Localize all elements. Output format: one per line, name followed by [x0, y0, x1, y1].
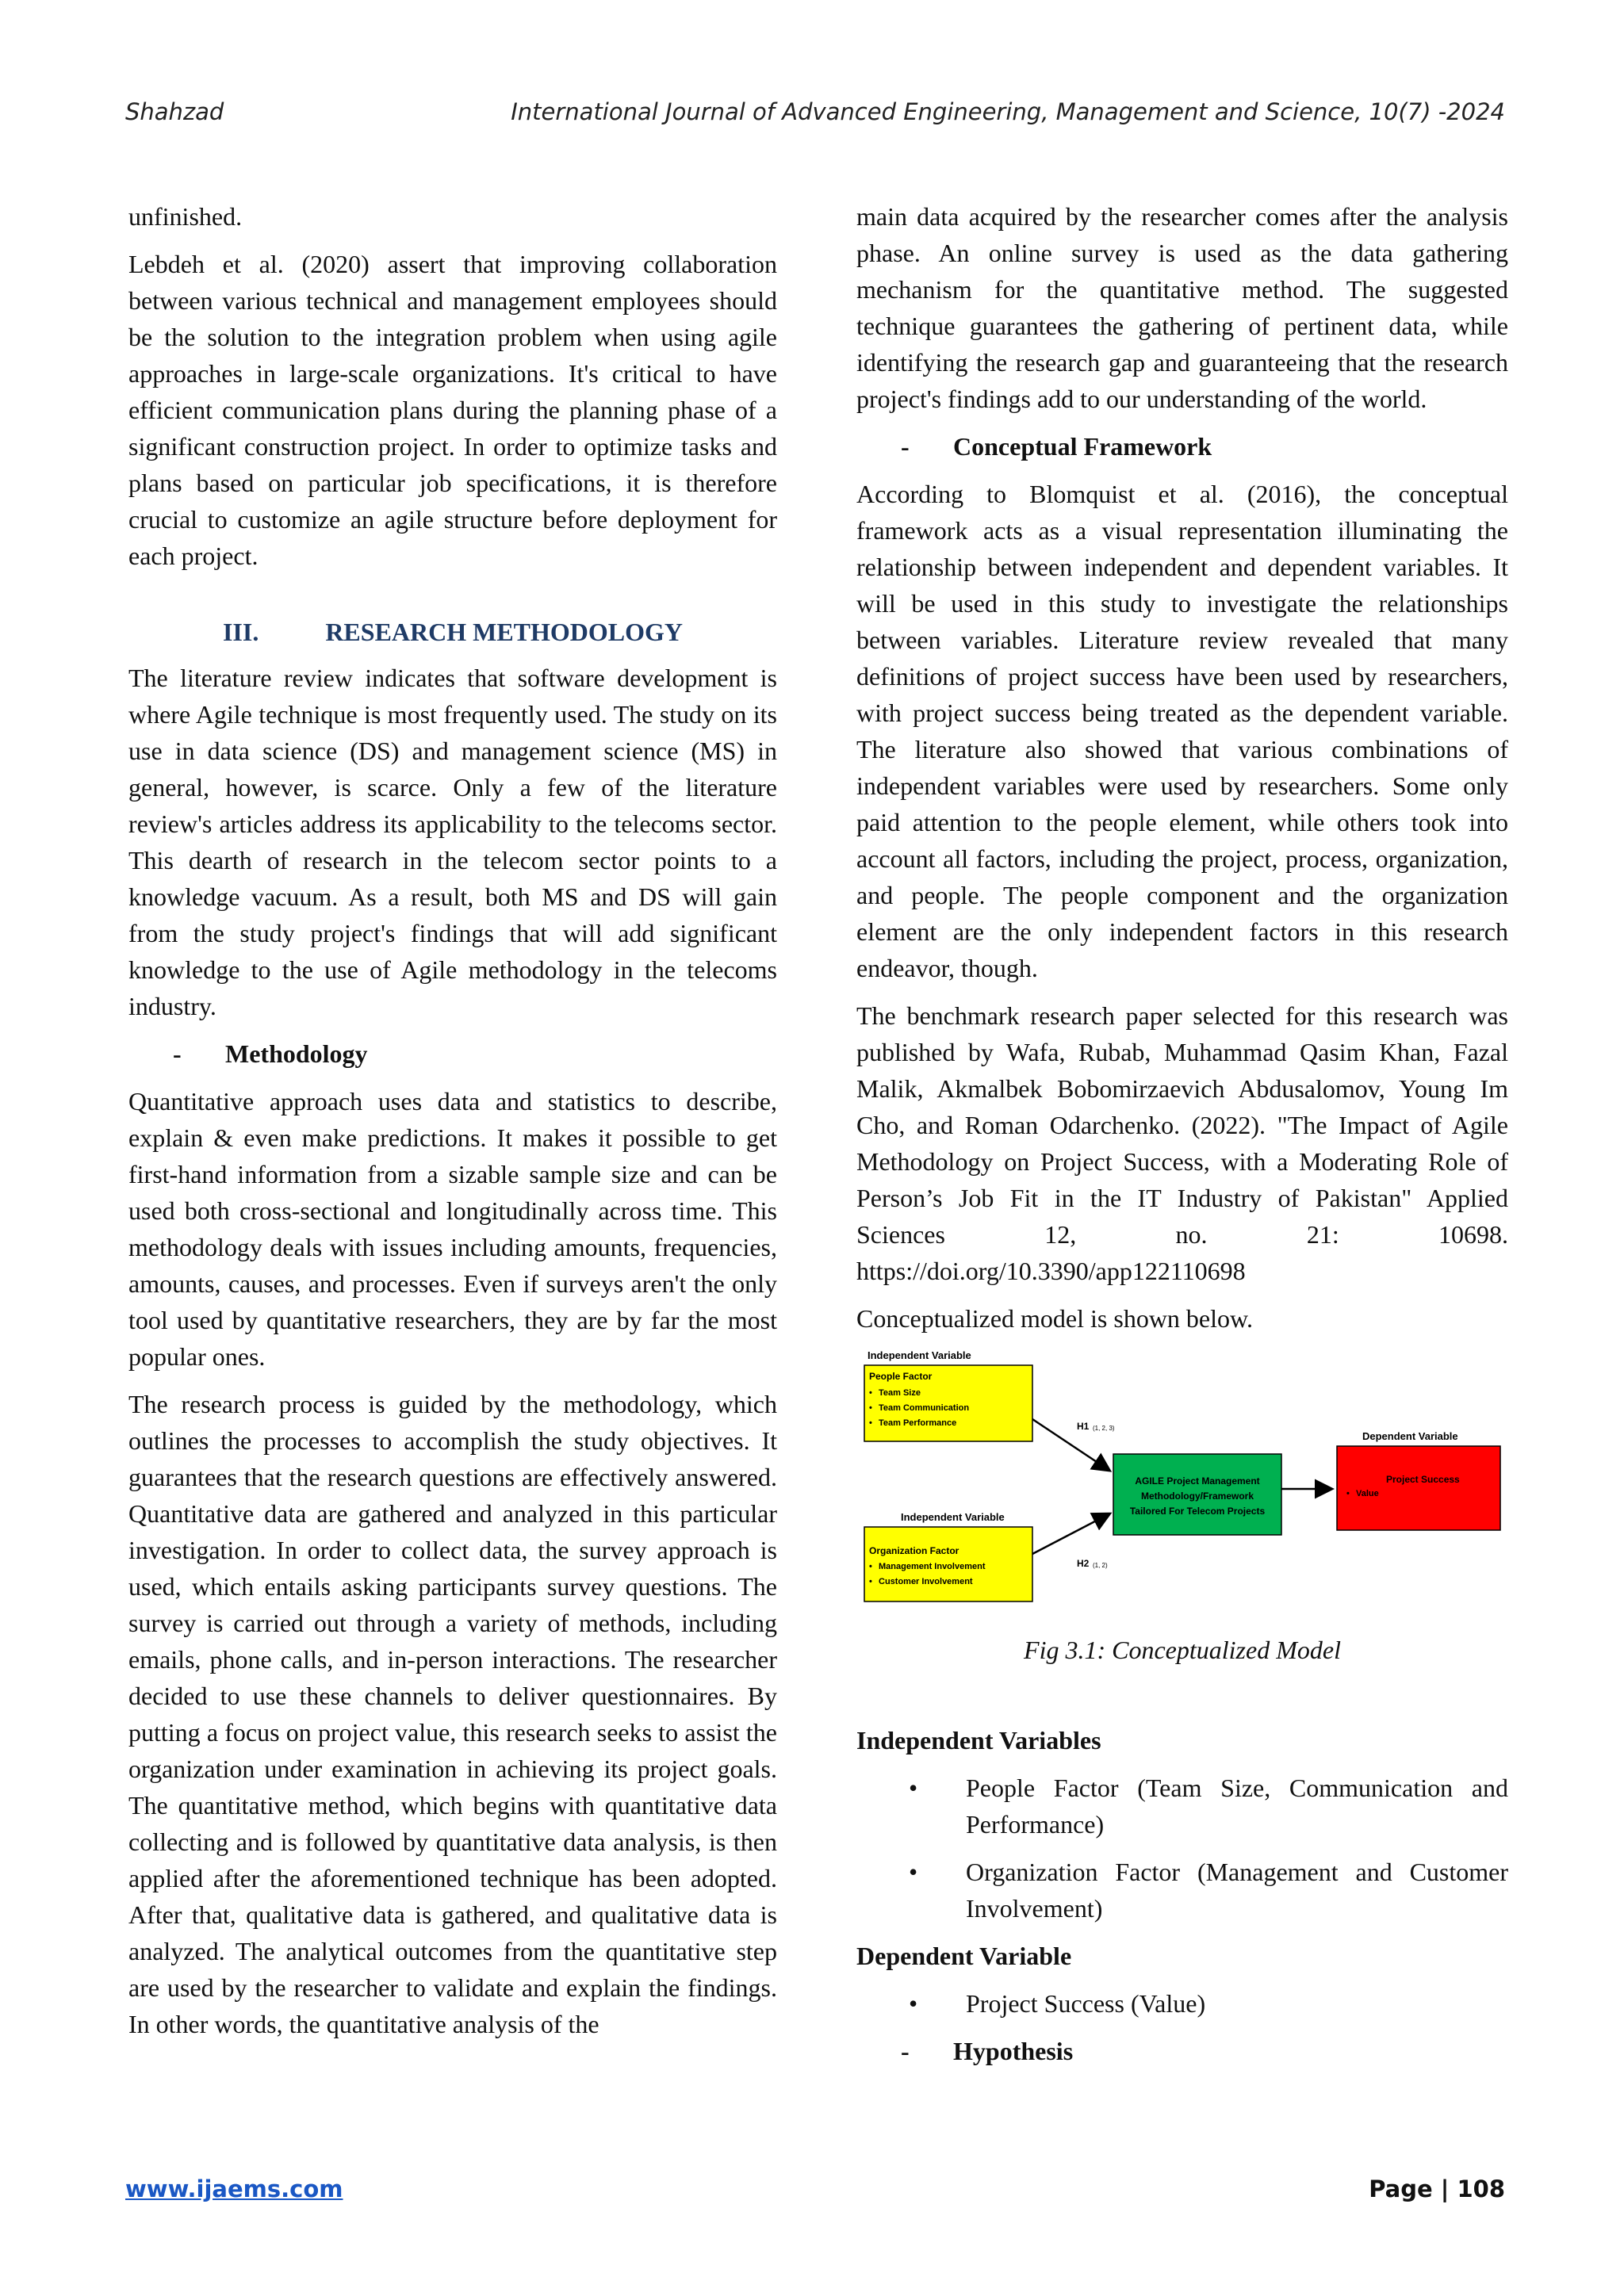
iv2-item-customer: Customer Involvement: [879, 1577, 973, 1586]
bullet-glyph: •: [909, 1774, 918, 1802]
h2-label: H2: [1077, 1558, 1090, 1569]
paragraph-blomquist: According to Blomquist et al. (2016), the conceptual framework acts as a visual representation illuminating the relationship between independent and dependent variables. It will be used in this study to investigate the relationships between variables. Literature review revealed that many definitions of project success have been used by researchers, with project success being treated as the dependent variable. The literature also showed that various combinations of independent variables were used by researchers. Some only paid attention to the people element, while others took into account all factors, including the project, process, organization, and people. The people component and the organization element are the only independent factors in this research endeavor, though.: [856, 480, 1508, 982]
conceptual-model-diagram: [856, 1348, 1508, 1630]
iv1-item-team-size: Team Size: [879, 1388, 921, 1398]
iv2-item-management: Management Involvement: [879, 1562, 986, 1571]
subheading-framework-label: Conceptual Framework: [953, 432, 1212, 461]
paragraph-unfinished: unfinished.: [128, 202, 243, 231]
iv1-bullet-2: •: [869, 1403, 872, 1413]
section-heading: [128, 614, 777, 650]
figure-caption: Fig 3.1: Conceptualized Model: [1024, 1636, 1341, 1664]
h1-label: H1: [1077, 1421, 1090, 1432]
conceptual-model-figure: [856, 1348, 1508, 1630]
h2-arrow: [1032, 1514, 1109, 1554]
iv2-title: Organization Factor: [869, 1545, 959, 1556]
dv-item: Value: [1356, 1489, 1379, 1498]
paragraph-process: The research process is guided by the methodology, which outlines the processes to accomplish the study objectives. It guarantees that the research questions are effectively answered. Quantitative data are gathered and analyzed in this particular investigation. In order to collect data, the survey approach is used, which entails asking participants survey questions. The survey is carried out through a variety of methods, including emails, phone calls, and in-person interactions. The researcher decided to use these channels to deliver questionnaires. By putting a focus on project value, this research seeks to assist the organization under examination in achieving its project goals. The quantitative method, which begins with quantitative data collecting and is followed by quantitative data analysis, is then applied after the aforementioned technique has been adopted. After that, qualitative data is gathered, and qualitative data is analyzed. The analytical outcomes from the quantitative step are used by the researcher to validate and explain the findings. In other words, the quantitative analysis of the: [128, 1390, 777, 2038]
left-column: [128, 198, 777, 2042]
bullet-glyph: •: [909, 1989, 918, 2018]
center-line-1: AGILE Project Management: [1135, 1475, 1260, 1487]
footer-website-link[interactable]: www.ijaems.com: [125, 2175, 343, 2202]
iv-bullet-text: People Factor (Team Size, Communication and Performance): [966, 1774, 1508, 1839]
center-line-2: Methodology/Framework: [1140, 1490, 1254, 1502]
paragraph-conceptualized: Conceptualized model is shown below.: [856, 1304, 1254, 1333]
iv-bullet-text: Organization Factor (Management and Customer Involvement): [966, 1858, 1508, 1923]
dependent-variable-heading: Dependent Variable: [856, 1942, 1072, 1970]
dv-label: Dependent Variable: [1362, 1430, 1458, 1442]
dv-bullet-text: Project Success (Value): [966, 1989, 1206, 2018]
header-author: Shahzad: [125, 98, 224, 125]
independent-variables-heading: Independent Variables: [856, 1726, 1101, 1755]
iv-bullet-people: [856, 1770, 1508, 1843]
subheading-dash: -: [173, 1039, 182, 1068]
iv1-item-team-performance: Team Performance: [879, 1418, 957, 1428]
iv2-bullet-2: •: [869, 1577, 872, 1586]
subheading-methodology: [128, 1035, 777, 1072]
paragraph-lebdeh: Lebdeh et al. (2020) assert that improving collaboration between various technical and management employees should be the solution to the integration problem when using agile approaches in large-scale organizations. It's critical to have efficient communication plans during the planning phase of a significant construction project. In order to optimize tasks and plans based on particular job specifications, it is therefore crucial to customize an agile structure before deployment for each project.: [128, 250, 777, 570]
paragraph-quantitative: Quantitative approach uses data and statistics to describe, explain & even make predictions. It makes it possible to get first-hand information from a sizable sample size and can be used both cross-sectional and longitudinally across time. This methodology deals with issues including amounts, frequencies, amounts, causes, and processes. Even if surveys aren't the only tool used by quantitative researchers, they are by far the most popular ones.: [128, 1087, 777, 1371]
bullet-glyph: •: [909, 1858, 918, 1886]
project-success-box: [1337, 1446, 1500, 1530]
footer-page-number: Page | 108: [1369, 2175, 1505, 2202]
iv1-label: Independent Variable: [868, 1349, 971, 1361]
subheading-framework: [856, 428, 1508, 465]
iv1-title: People Factor: [869, 1371, 933, 1382]
subheading-hypothesis-label: Hypothesis: [953, 2037, 1074, 2065]
iv1-bullet-1: •: [869, 1388, 872, 1398]
h2-sub: (1, 2): [1093, 1562, 1108, 1569]
iv1-item-team-communication: Team Communication: [879, 1403, 970, 1413]
subheading-dash: -: [901, 2037, 910, 2065]
subheading-hypothesis: [856, 2033, 1508, 2069]
dv-title: Project Success: [1386, 1474, 1460, 1485]
iv2-bullet-1: •: [869, 1562, 872, 1571]
iv-bullet-organization: [856, 1854, 1508, 1927]
paragraph-main-data: main data acquired by the researcher comes after the analysis phase. An online survey is used as the data gathering mechanism for the quantitative method. The suggested technique guarantees the gathering of pertinent data, while identifying the research gap and guaranteeing that the research project's findings add to our understanding of the world.: [856, 202, 1508, 413]
section-number: III.: [222, 618, 259, 646]
center-line-3: Tailored For Telecom Projects: [1129, 1506, 1266, 1517]
subheading-dash: -: [901, 432, 910, 461]
paragraph-literature: The literature review indicates that software development is where Agile technique is most frequently used. The study on its use in data science (DS) and management science (MS) in general, however, is scarce. Only a few of the literature review's articles address its applicability to the telecoms sector. This dearth of research in the telecom sector points to a knowledge vacuum. As a result, both MS and DS will gain from the study project's findings that will add significant knowledge to the use of Agile methodology in the telecoms industry.: [128, 664, 777, 1020]
h1-sub: (1, 2, 3): [1093, 1425, 1115, 1432]
iv2-label: Independent Variable: [901, 1511, 1005, 1523]
section-title: RESEARCH METHODOLOGY: [325, 618, 684, 646]
dv-bullet-project-success: [856, 1985, 1508, 2022]
subheading-methodology-label: Methodology: [225, 1039, 368, 1068]
header-journal: International Journal of Advanced Engineering, Management and Science, 10(7) -2024: [511, 98, 1505, 125]
dv-bullet: •: [1346, 1489, 1350, 1498]
iv1-bullet-3: •: [869, 1418, 872, 1428]
right-column: [856, 198, 1508, 2080]
paragraph-benchmark: The benchmark research paper selected for this research was published by Wafa, Rubab, Muhammad Qasim Khan, Fazal Malik, Akmalbek Bobomirzaevich Abdusalomov, Young Im Cho, and Roman Odarchenko. (2022). "The Impact of Agile Methodology on Project Success, with a Moderating Role of Person’s Job Fit in the IT Industry of Pakistan" Applied Sciences 12, no. 21: 10698. https://doi.org/10.3390/app122110698: [856, 1001, 1508, 1285]
